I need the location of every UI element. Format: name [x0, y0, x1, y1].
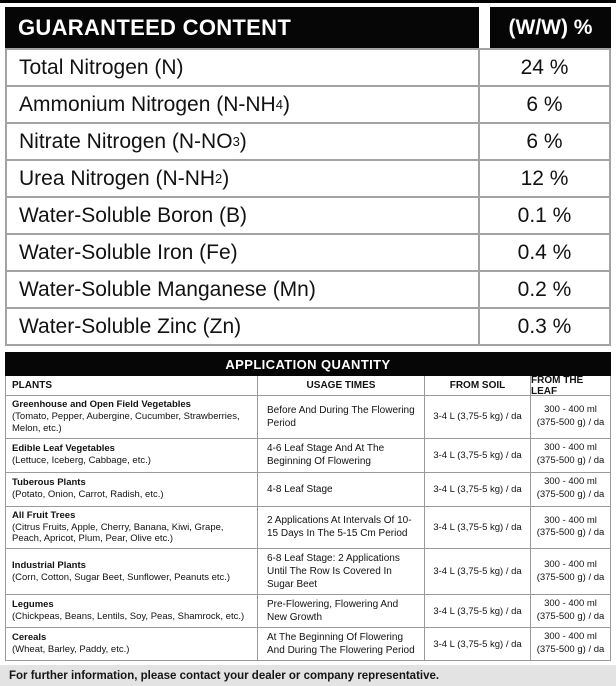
- from-soil-cell: 3-4 L (3,75-5 kg) / da: [424, 507, 530, 549]
- nutrient-value: 0.2 %: [478, 272, 609, 307]
- plants-cell: [6, 549, 257, 594]
- plant-species-list: (Chickpeas, Beans, Lentils, Soy, Peas, Shamrock, etc.): [12, 611, 245, 623]
- plants-cell: [6, 473, 257, 506]
- guaranteed-content-header: [5, 7, 611, 48]
- plant-group-name: Edible Leaf Vegetables: [12, 443, 115, 455]
- plant-species-list: (Tomato, Pepper, Aubergine, Cucumber, Strawberries, Melon, etc.): [12, 410, 240, 434]
- nutrient-value: 24 %: [478, 50, 609, 85]
- from-soil-cell: 3-4 L (3,75-5 kg) / da: [424, 396, 530, 438]
- table-row: [5, 198, 611, 235]
- plant-species-list: (Corn, Cotton, Sugar Beet, Sunflower, Peanuts etc.): [12, 571, 231, 583]
- table-row: [5, 309, 611, 346]
- from-soil-cell: 3-4 L (3,75-5 kg) / da: [424, 628, 530, 660]
- from-the-leaf-cell: 300 - 400 ml (375-500 g) / da: [530, 473, 610, 506]
- nutrient-label: Nitrate Nitrogen (N-NO 3 ): [19, 129, 247, 153]
- plants-cell: [6, 507, 257, 549]
- application-quantity-table: [5, 376, 611, 661]
- from-the-leaf-cell: 300 - 400 ml (375-500 g) / da: [530, 549, 610, 594]
- plant-species-list: (Citrus Fruits, Apple, Cherry, Banana, Kiwi, Grape, Peach, Apricot, Plum, Pear, Olive etc.): [12, 521, 224, 545]
- usage-times-cell: 4-8 Leaf Stage: [257, 473, 424, 506]
- usage-times-cell: Pre-Flowering, Flowering And New Growth: [257, 595, 424, 627]
- nutrient-value: 6 %: [478, 87, 609, 122]
- nutrient-label: Water-Soluble Boron (B): [19, 203, 247, 227]
- table-row: [6, 627, 610, 660]
- plant-species-list: (Potato, Onion, Carrot, Radish, etc.): [12, 489, 164, 501]
- ww-percent-header: (W/W) %: [490, 7, 611, 48]
- from-the-leaf-cell: 300 - 400 ml (375-500 g) / da: [530, 439, 610, 472]
- plant-group-name: Greenhouse and Open Field Vegetables: [12, 399, 191, 410]
- plant-group-name: All Fruit Trees: [12, 509, 76, 521]
- from-the-leaf-cell: 300 - 400 ml (375-500 g) / da: [530, 628, 610, 660]
- plant-species-list: (Wheat, Barley, Paddy, etc.): [12, 644, 130, 656]
- plants-cell: [6, 628, 257, 660]
- table-row: [5, 235, 611, 272]
- plant-group-name: Industrial Plants: [12, 559, 86, 571]
- plant-species-list: (Lettuce, Iceberg, Cabbage, etc.): [12, 455, 151, 467]
- column-header-plants: PLANTS: [12, 380, 52, 391]
- plant-group-name: Tuberous Plants: [12, 477, 86, 489]
- nutrient-value: 0.1 %: [478, 198, 609, 233]
- table-row: [5, 161, 611, 198]
- application-quantity-title: APPLICATION QUANTITY: [5, 352, 611, 376]
- nutrient-value: 12 %: [478, 161, 609, 196]
- nutrient-value: 0.4 %: [478, 235, 609, 270]
- plants-cell: [6, 439, 257, 472]
- application-table-header: [6, 376, 610, 395]
- table-row: [5, 124, 611, 161]
- table-row: [5, 48, 611, 87]
- table-row: [5, 87, 611, 124]
- table-row: [6, 438, 610, 472]
- nutrient-label: Total Nitrogen (N): [19, 55, 184, 79]
- from-soil-cell: 3-4 L (3,75-5 kg) / da: [424, 549, 530, 594]
- nutrient-label: Urea Nitrogen (N-NH 2 ): [19, 166, 230, 190]
- usage-times-cell: 2 Applications At Intervals Of 10-15 Days In The 5-15 Cm Period: [257, 507, 424, 549]
- usage-times-cell: 6-8 Leaf Stage: 2 Applications Until The Row Is Covered In Sugar Beet: [257, 549, 424, 594]
- usage-times-cell: Before And During The Flowering Period: [257, 396, 424, 438]
- from-the-leaf-cell: 300 - 400 ml (375-500 g) / da: [530, 507, 610, 549]
- column-header-usage-times: USAGE TIMES: [257, 376, 424, 395]
- plant-group-name: Cereals: [12, 632, 47, 644]
- from-the-leaf-cell: 300 - 400 ml (375-500 g) / da: [530, 595, 610, 627]
- table-row: [6, 395, 610, 438]
- from-soil-cell: 3-4 L (3,75-5 kg) / da: [424, 473, 530, 506]
- plants-cell: [6, 396, 257, 438]
- plant-group-name: Legumes: [12, 599, 54, 611]
- table-row: [6, 506, 610, 549]
- column-header-from-soil: FROM SOIL: [424, 376, 530, 395]
- table-row: [6, 472, 610, 506]
- footer-note: For further information, please contact your dealer or company representative.: [0, 665, 616, 686]
- table-row: [6, 594, 610, 627]
- page-top-border: [0, 0, 616, 3]
- nutrient-label: Ammonium Nitrogen (N-NH 4 ): [19, 92, 290, 116]
- nutrient-value: 0.3 %: [478, 309, 609, 344]
- from-soil-cell: 3-4 L (3,75-5 kg) / da: [424, 595, 530, 627]
- usage-times-cell: At The Beginning Of Flowering And During The Flowering Period: [257, 628, 424, 660]
- table-row: [6, 548, 610, 594]
- nutrient-value: 6 %: [478, 124, 609, 159]
- from-the-leaf-cell: 300 - 400 ml (375-500 g) / da: [530, 396, 610, 438]
- nutrient-label: Water-Soluble Iron (Fe): [19, 240, 238, 264]
- nutrient-label: Water-Soluble Manganese (Mn): [19, 277, 316, 301]
- usage-times-cell: 4-6 Leaf Stage And At The Beginning Of Flowering: [257, 439, 424, 472]
- guaranteed-content-table: [5, 7, 611, 346]
- table-row: [5, 272, 611, 309]
- from-soil-cell: 3-4 L (3,75-5 kg) / da: [424, 439, 530, 472]
- column-header-from-the-leaf: FROM THE LEAF: [530, 376, 610, 395]
- nutrient-label: Water-Soluble Zinc (Zn): [19, 314, 242, 338]
- plants-cell: [6, 595, 257, 627]
- guaranteed-content-title: GUARANTEED CONTENT: [5, 7, 479, 48]
